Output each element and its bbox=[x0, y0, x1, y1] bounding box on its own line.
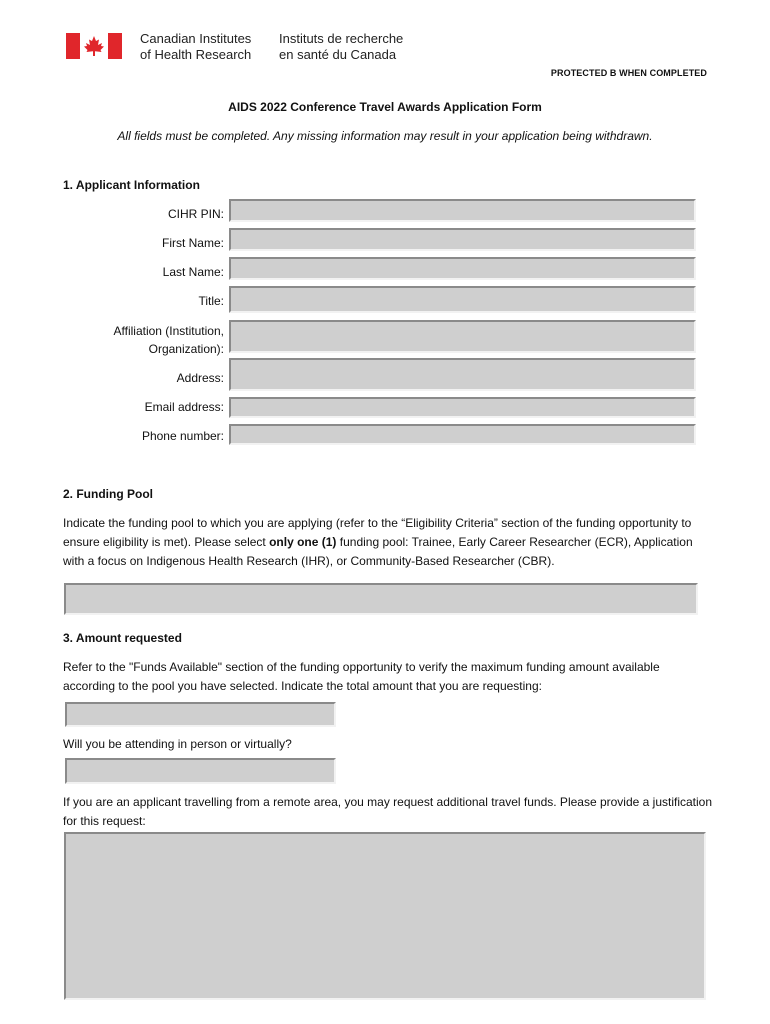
phone-label: Phone number: bbox=[141, 429, 224, 443]
last-name-field[interactable] bbox=[229, 257, 696, 280]
cihr-pin-label: CIHR PIN: bbox=[167, 207, 224, 221]
section-amount-heading: 3. Amount requested bbox=[63, 631, 182, 645]
affiliation-field[interactable] bbox=[229, 320, 696, 353]
org-name-english bbox=[140, 31, 275, 63]
email-field[interactable] bbox=[229, 397, 696, 418]
org-name-french bbox=[279, 31, 429, 63]
org-name-fr-line2: en santé du Canada bbox=[279, 47, 397, 62]
title-label: Title: bbox=[198, 294, 224, 308]
funding-pool-instructions bbox=[63, 514, 713, 571]
org-name-fr-line1: Instituts de recherche bbox=[279, 31, 404, 46]
attendance-field[interactable] bbox=[65, 758, 336, 784]
form-title: AIDS 2022 Conference Travel Awards Application Form bbox=[228, 100, 542, 114]
remote-travel-instructions: If you are an applicant travelling from a remote area, you may request additional travel funds. Please provide a justification for this request: bbox=[63, 795, 713, 828]
canada-flag-icon bbox=[66, 33, 122, 59]
first-name-label: First Name: bbox=[161, 236, 224, 250]
funding-pool-text-before: Indicate the funding pool to which you are applying (refer to the “Eligibility Criteria” section of the funding opportunity to ensure eligibility is met). Please select bbox=[63, 516, 692, 549]
funding-pool-text-bold: only one (1) bbox=[269, 535, 337, 549]
org-name-en-line1: Canadian Institutes bbox=[140, 31, 252, 46]
affiliation-label-line1: Affiliation (Institution, bbox=[113, 324, 224, 338]
title-field[interactable] bbox=[229, 286, 696, 313]
protected-label: PROTECTED B WHEN COMPLETED bbox=[550, 68, 707, 78]
first-name-field[interactable] bbox=[229, 228, 696, 251]
affiliation-label-line2: Organization): bbox=[148, 342, 224, 356]
org-name-en-line2: of Health Research bbox=[140, 47, 252, 62]
section-applicant-heading: 1. Applicant Information bbox=[63, 178, 200, 192]
affiliation-label bbox=[113, 322, 224, 358]
remote-justification-field[interactable] bbox=[64, 832, 706, 1000]
attendance-question: Will you be attending in person or virtually? bbox=[63, 737, 292, 751]
section-funding-pool-heading: 2. Funding Pool bbox=[63, 487, 153, 501]
address-field[interactable] bbox=[229, 358, 696, 391]
phone-field[interactable] bbox=[229, 424, 696, 445]
form-instructions: All fields must be completed. Any missing information may result in your application being withdrawn. bbox=[117, 129, 653, 143]
funding-pool-field[interactable] bbox=[64, 583, 698, 615]
amount-instructions: Refer to the "Funds Available" section of the funding opportunity to verify the maximum funding amount available according to the pool you have selected. Indicate the total amount that you are requesting: bbox=[63, 660, 660, 693]
amount-field[interactable] bbox=[65, 702, 336, 727]
email-label: Email address: bbox=[144, 400, 224, 414]
last-name-label: Last Name: bbox=[162, 265, 224, 279]
address-label: Address: bbox=[176, 371, 224, 385]
cihr-pin-field[interactable] bbox=[229, 199, 696, 222]
funding-pool-text-after: funding pool: Trainee, Early Career Researcher (ECR), Application with a focus on Indigenous Health Research (IHR), or Community-Based Researcher (CBR). bbox=[63, 535, 693, 568]
